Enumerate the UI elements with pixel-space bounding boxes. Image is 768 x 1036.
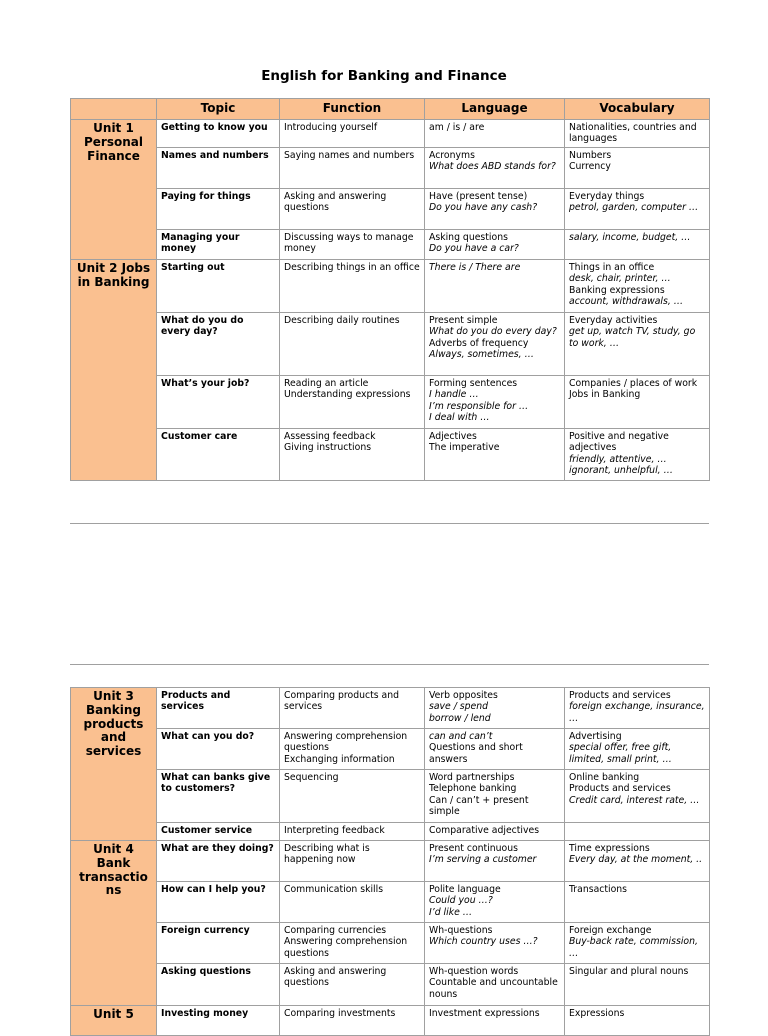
- function-cell: [280, 429, 425, 481]
- vocabulary-cell: [565, 260, 710, 313]
- cell-line: The imperative: [429, 442, 500, 454]
- language-cell: [425, 688, 565, 729]
- function-cell: [280, 923, 425, 964]
- language-cell: [425, 1006, 565, 1036]
- language-cell: [425, 429, 565, 481]
- cell-line: Do you have any cash?: [429, 202, 538, 214]
- cell-line: special offer, free gift, limited, small print, …: [569, 742, 672, 765]
- table-row: [71, 923, 710, 964]
- header-blank-cell: [71, 99, 157, 120]
- table-row: [71, 260, 710, 313]
- cell-line: Transactions: [569, 884, 628, 895]
- cell-line: Currency: [569, 161, 611, 173]
- column-header-language: Language: [425, 99, 565, 120]
- vocabulary-cell: [565, 230, 710, 260]
- cell-line: Banking expressions: [569, 284, 665, 296]
- language-cell: [425, 313, 565, 376]
- cell-line: foreign exchange, insurance, …: [569, 701, 705, 724]
- cell-line: I’m serving a customer: [429, 854, 537, 866]
- table-row: [71, 189, 710, 230]
- table-row: [71, 770, 710, 823]
- syllabus-table-page-1: [70, 98, 710, 481]
- cell-line: desk, chair, printer, …: [569, 273, 671, 285]
- cell-line: Describing what is happening now: [284, 843, 370, 866]
- table-row: [71, 429, 710, 481]
- topic-cell: Foreign currency: [157, 923, 280, 964]
- cell-line: Singular and plural nouns: [569, 966, 689, 977]
- cell-line: Answering comprehension questions: [284, 936, 408, 959]
- language-cell: [425, 729, 565, 770]
- table-row: [71, 729, 710, 770]
- cell-line: Sequencing: [284, 772, 339, 783]
- cell-line: Communication skills: [284, 884, 384, 895]
- table-header-row: [71, 99, 710, 120]
- language-cell: [425, 882, 565, 923]
- cell-line: Online banking: [569, 772, 640, 783]
- topic-cell: Asking questions: [157, 964, 280, 1006]
- cell-line: borrow / lend: [429, 712, 491, 724]
- cell-line: Do you have a car?: [429, 243, 519, 255]
- vocabulary-cell: [565, 729, 710, 770]
- cell-line: Introducing yourself: [284, 122, 378, 133]
- cell-line: I handle …: [429, 389, 479, 401]
- cell-line: ignorant, unhelpful, …: [569, 464, 673, 476]
- cell-line: am / is / are: [429, 122, 485, 133]
- vocabulary-cell: [565, 882, 710, 923]
- unit-label-cell: Unit 4 Bank transactio ns: [71, 841, 157, 1006]
- cell-line: salary, income, budget, …: [569, 232, 691, 243]
- vocabulary-cell: [565, 841, 710, 882]
- cell-line: Time expressions: [569, 843, 650, 854]
- topic-cell: Products and services: [157, 688, 280, 729]
- cell-line: Exchanging information: [284, 753, 395, 765]
- language-cell: [425, 148, 565, 189]
- cell-line: Credit card, interest rate, …: [569, 794, 700, 806]
- function-cell: [280, 1006, 425, 1036]
- vocabulary-cell: [565, 313, 710, 376]
- cell-line: Companies / places of work: [569, 378, 698, 389]
- language-cell: [425, 230, 565, 260]
- cell-line: Which country uses …?: [429, 936, 538, 948]
- language-cell: [425, 260, 565, 313]
- cell-line: Describing daily routines: [284, 315, 400, 326]
- table-row: [71, 823, 710, 841]
- cell-line: save / spend: [429, 701, 489, 713]
- function-cell: [280, 823, 425, 841]
- language-cell: [425, 770, 565, 823]
- cell-line: Understanding expressions: [284, 389, 411, 401]
- vocabulary-cell: [565, 429, 710, 481]
- function-cell: [280, 189, 425, 230]
- language-cell: [425, 841, 565, 882]
- vocabulary-cell: [565, 376, 710, 429]
- cell-line: Investment expressions: [429, 1008, 540, 1019]
- table-row: [71, 1006, 710, 1036]
- vocabulary-cell: [565, 148, 710, 189]
- cell-line: What do you do every day?: [429, 326, 557, 338]
- cell-line: Numbers: [569, 150, 612, 161]
- cell-line: Present continuous: [429, 843, 518, 854]
- cell-line: Positive and negative adjectives: [569, 431, 669, 454]
- cell-line: Saying names and numbers: [284, 150, 415, 161]
- cell-line: Products and services: [569, 690, 671, 701]
- topic-cell: Starting out: [157, 260, 280, 313]
- topic-cell: Paying for things: [157, 189, 280, 230]
- function-cell: [280, 230, 425, 260]
- language-cell: [425, 923, 565, 964]
- table-row: [71, 841, 710, 882]
- topic-cell: Investing money: [157, 1006, 280, 1036]
- topic-cell: How can I help you?: [157, 882, 280, 923]
- table-row: [71, 882, 710, 923]
- cell-line: There is / There are: [429, 262, 521, 273]
- cell-line: Asking and answering questions: [284, 966, 387, 989]
- cell-line: I’m responsible for …: [429, 400, 529, 412]
- cell-line: Jobs in Banking: [569, 389, 641, 401]
- cell-line: Adjectives: [429, 431, 477, 442]
- vocabulary-cell: [565, 770, 710, 823]
- cell-line: Polite language: [429, 884, 501, 895]
- function-cell: [280, 688, 425, 729]
- table-row: [71, 313, 710, 376]
- topic-cell: Managing your money: [157, 230, 280, 260]
- unit-label-cell: Unit 1 Personal Finance: [71, 120, 157, 260]
- language-cell: [425, 376, 565, 429]
- topic-cell: What are they doing?: [157, 841, 280, 882]
- cell-line: Asking and answering questions: [284, 191, 387, 214]
- cell-line: friendly, attentive, …: [569, 453, 667, 465]
- cell-line: Asking questions: [429, 232, 508, 243]
- table-row: [71, 688, 710, 729]
- cell-line: Can / can’t + present simple: [429, 794, 529, 817]
- cell-line: I’d like …: [429, 906, 473, 918]
- cell-line: Foreign exchange: [569, 925, 652, 936]
- cell-line: Giving instructions: [284, 442, 372, 454]
- cell-line: Countable and uncountable nouns: [429, 977, 558, 1000]
- topic-cell: What do you do every day?: [157, 313, 280, 376]
- table-row: [71, 230, 710, 260]
- vocabulary-cell: [565, 923, 710, 964]
- vocabulary-cell: [565, 823, 710, 841]
- function-cell: [280, 313, 425, 376]
- cell-line: Expressions: [569, 1008, 625, 1019]
- unit-label-cell: Unit 5: [71, 1006, 157, 1036]
- cell-line: Everyday things: [569, 191, 645, 202]
- language-cell: [425, 189, 565, 230]
- cell-line: Describing things in an office: [284, 262, 420, 273]
- cell-line: Products and services: [569, 783, 671, 795]
- function-cell: [280, 260, 425, 313]
- topic-cell: Customer care: [157, 429, 280, 481]
- vocabulary-cell: [565, 964, 710, 1006]
- page-break-rule: [70, 664, 709, 665]
- cell-line: Questions and short answers: [429, 742, 523, 765]
- cell-line: Adverbs of frequency: [429, 337, 529, 349]
- vocabulary-cell: [565, 1006, 710, 1036]
- document-title: English for Banking and Finance: [261, 68, 507, 84]
- topic-cell: What’s your job?: [157, 376, 280, 429]
- function-cell: [280, 376, 425, 429]
- cell-line: What does ABD stands for?: [429, 161, 556, 173]
- cell-line: Verb opposites: [429, 690, 498, 701]
- cell-line: Acronyms: [429, 150, 475, 161]
- language-cell: [425, 964, 565, 1006]
- vocabulary-cell: [565, 688, 710, 729]
- cell-line: get up, watch TV, study, go to work, …: [569, 326, 696, 349]
- cell-line: Have (present tense): [429, 191, 528, 202]
- cell-line: Everyday activities: [569, 315, 658, 326]
- cell-line: petrol, garden, computer …: [569, 202, 699, 214]
- unit-label-cell: Unit 3 Banking products and services: [71, 688, 157, 841]
- cell-line: Always, sometimes, …: [429, 348, 534, 360]
- function-cell: [280, 841, 425, 882]
- language-cell: [425, 823, 565, 841]
- table-row: [71, 964, 710, 1006]
- vocabulary-cell: [565, 120, 710, 148]
- cell-line: Present simple: [429, 315, 498, 326]
- unit-label-cell: Unit 2 Jobs in Banking: [71, 260, 157, 481]
- cell-line: Wh-questions: [429, 925, 493, 936]
- cell-line: Answering comprehension questions: [284, 731, 408, 754]
- language-cell: [425, 120, 565, 148]
- table-row: [71, 148, 710, 189]
- cell-line: Interpreting feedback: [284, 825, 385, 836]
- cell-line: Wh-question words: [429, 966, 519, 977]
- cell-line: Telephone banking: [429, 783, 517, 795]
- cell-line: Word partnerships: [429, 772, 515, 783]
- function-cell: [280, 964, 425, 1006]
- cell-line: Every day, at the moment, ..: [569, 854, 703, 866]
- cell-line: can and can’t: [429, 731, 493, 742]
- page-break-rule: [70, 523, 709, 524]
- cell-line: Buy-back rate, commission, …: [569, 936, 698, 959]
- cell-line: account, withdrawals, …: [569, 295, 684, 307]
- cell-line: I deal with …: [429, 411, 490, 423]
- cell-line: Nationalities, countries and languages: [569, 122, 697, 145]
- cell-line: Things in an office: [569, 262, 655, 273]
- function-cell: [280, 120, 425, 148]
- table-row: [71, 120, 710, 148]
- cell-line: Comparing currencies: [284, 925, 387, 936]
- topic-cell: What can banks give to customers?: [157, 770, 280, 823]
- topic-cell: Getting to know you: [157, 120, 280, 148]
- cell-line: Advertising: [569, 731, 622, 742]
- column-header-topic: Topic: [157, 99, 280, 120]
- column-header-function: Function: [280, 99, 425, 120]
- function-cell: [280, 770, 425, 823]
- column-header-vocabulary: Vocabulary: [565, 99, 710, 120]
- cell-line: Could you …?: [429, 895, 493, 907]
- cell-line: Forming sentences: [429, 378, 518, 389]
- vocabulary-cell: [565, 189, 710, 230]
- cell-line: Comparing products and services: [284, 690, 400, 713]
- function-cell: [280, 729, 425, 770]
- table-row: [71, 376, 710, 429]
- cell-line: Discussing ways to manage money: [284, 232, 414, 255]
- topic-cell: Customer service: [157, 823, 280, 841]
- cell-line: Comparative adjectives: [429, 825, 540, 836]
- cell-line: Reading an article: [284, 378, 369, 389]
- cell-line: Assessing feedback: [284, 431, 376, 442]
- topic-cell: Names and numbers: [157, 148, 280, 189]
- cell-line: Comparing investments: [284, 1008, 396, 1019]
- syllabus-table-page-2: [70, 687, 710, 1036]
- topic-cell: What can you do?: [157, 729, 280, 770]
- function-cell: [280, 882, 425, 923]
- function-cell: [280, 148, 425, 189]
